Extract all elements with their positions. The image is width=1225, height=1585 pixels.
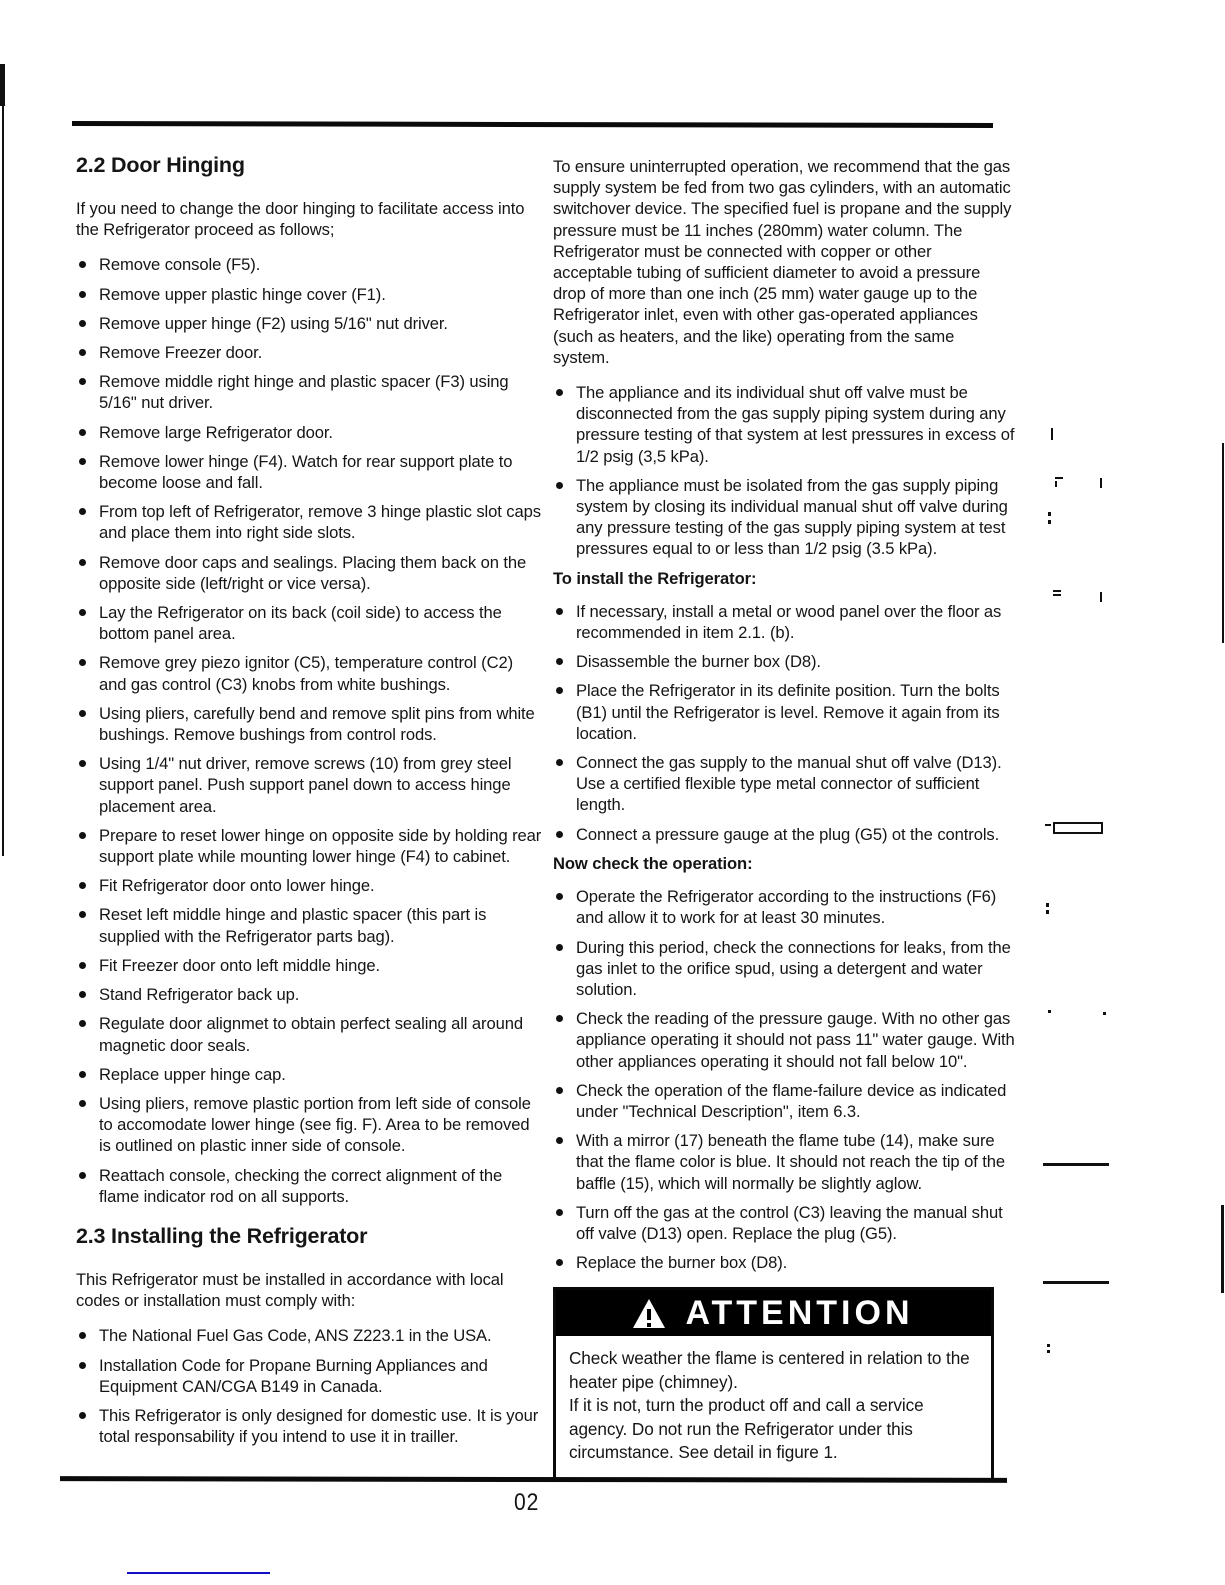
instruction-item: Remove lower hinge (F4). Watch for rear support plate to become loose and fall. — [76, 451, 543, 493]
instruction-item: The appliance and its individual shut off valve must be disconnected from the gas supply piping system during any pressure testing of that system at lest pressures in excess of 1/2 psig (3,5 kPa). — [553, 382, 1015, 467]
scan-artifact — [1053, 594, 1061, 596]
instruction-item: Reset left middle hinge and plastic spacer (this part is supplied with the Refrigerator parts bag). — [76, 904, 543, 946]
scan-artifact — [1055, 481, 1057, 487]
instruction-item: The appliance must be isolated from the gas supply piping system by closing its individual manual shut off valve during any pressure testing of the gas supply piping system at test pressures equal to or less than 1/2 psig (3.5 kPa). — [553, 475, 1015, 560]
scan-artifact — [1043, 1281, 1109, 1284]
attention-box — [553, 1287, 994, 1481]
instruction-item: Remove large Refrigerator door. — [76, 422, 543, 443]
scan-artifact — [1055, 477, 1063, 479]
warning-triangle-icon — [633, 1299, 665, 1328]
check-subheading: Now check the operation: — [553, 853, 753, 873]
instruction-item: Remove upper plastic hinge cover (F1). — [76, 284, 543, 305]
instruction-item: This Refrigerator is only designed for domestic use. It is your total responsability if you intend to use it in trailler. — [76, 1405, 543, 1447]
instruction-item: Remove console (F5). — [76, 254, 543, 275]
scan-artifact — [1100, 478, 1102, 488]
door-hinging-steps — [76, 254, 543, 1207]
scan-artifact — [1045, 824, 1051, 826]
instruction-item: During this period, check the connections for leaks, from the gas inlet to the orifice spud, using a detergent and water solution. — [553, 937, 1015, 1001]
instruction-item: Connect a pressure gauge at the plug (G5) ot the controls. — [553, 824, 1015, 845]
attention-title: ATTENTION — [685, 1294, 914, 1333]
instruction-item: From top left of Refrigerator, remove 3 hinge plastic slot caps and place them into right side slots. — [76, 501, 543, 543]
instruction-item: The National Fuel Gas Code, ANS Z223.1 in the USA. — [76, 1325, 543, 1346]
attention-text-line: Check weather the flame is centered in relation to the heater pipe (chimney). — [569, 1348, 970, 1392]
instruction-item: Lay the Refrigerator on its back (coil side) to access the bottom panel area. — [76, 602, 543, 644]
instruction-item: Turn off the gas at the control (C3) leaving the manual shut off valve (D13) open. Replace the plug (G5). — [553, 1202, 1015, 1244]
scan-artifact — [1103, 1012, 1106, 1015]
scan-artifact — [1053, 590, 1061, 592]
instruction-item: Connect the gas supply to the manual shut off valve (D13). Use a certified flexible type metal connector of sufficient length. — [553, 752, 1015, 816]
section-2-2-intro: If you need to change the door hinging to facilitate access into the Refrigerator proceed as follows; — [76, 199, 525, 240]
section-2-3-intro: This Refrigerator must be installed in accordance with local codes or installation must comply with: — [76, 1269, 504, 1311]
scan-artifact — [1053, 822, 1103, 834]
section-heading-2-2: 2.2 Door Hinging — [76, 153, 245, 177]
page-number: 02 — [514, 1489, 540, 1516]
top-horizontal-rule — [72, 121, 993, 128]
scan-artifact — [1100, 592, 1102, 602]
scan-artifact — [1051, 428, 1053, 440]
section-heading-2-3: 2.3 Installing the Refrigerator — [76, 1223, 368, 1248]
instruction-item: Using 1/4" nut driver, remove screws (10) from grey steel support panel. Push support panel down to access hinge placement area. — [76, 753, 543, 817]
instruction-item: Operate the Refrigerator according to the instructions (F6) and allow it to work for at least 30 minutes. — [553, 886, 1015, 928]
instruction-item: Stand Refrigerator back up. — [76, 984, 543, 1005]
scan-artifact — [1046, 910, 1049, 914]
instruction-item: Replace the burner box (D8). — [553, 1252, 1015, 1273]
install-subheading: To install the Refrigerator: — [553, 568, 757, 588]
safety-list — [553, 382, 1015, 560]
installation-codes-list — [76, 1325, 543, 1447]
attention-body — [556, 1336, 991, 1478]
instruction-item: Remove door caps and sealings. Placing them back on the opposite side (left/right or vice versa). — [76, 552, 543, 594]
left-column — [76, 152, 543, 1455]
gas-supply-intro: To ensure uninterrupted operation, we recommend that the gas supply system be fed from two gas cylinders, with an automatic switchover device. The specified fuel is propane and the supply pressure must be 11 inches (280mm) water column. The Refrigerator must be connected with copper or other acceptable tubing of sufficient diameter to avoid a pressure drop of more than one inch (25 mm) water gauge up to the Refrigerator inlet, even with other gas-operated appliances (such as heaters, and the like) operating from the same system. — [553, 157, 1012, 367]
instruction-item: Using pliers, remove plastic portion from left side of console to accomodate lower hinge (see fig. F). Area to be removed is outlined on plastic inner side of console. — [76, 1093, 543, 1157]
instruction-item: Check the operation of the flame-failure device as indicated under "Technical Description", item 6.3. — [553, 1080, 1015, 1122]
scan-artifact — [1047, 1350, 1050, 1353]
instruction-item: Regulate door alignmet to obtain perfect sealing all around magnetic door seals. — [76, 1013, 543, 1055]
instruction-item: Reattach console, checking the correct alignment of the flame indicator rod on all supports. — [76, 1165, 543, 1207]
instruction-item: With a mirror (17) beneath the flame tube (14), make sure that the flame color is blue. It should not reach the tip of the baffle (15), which will normally be slightly aglow. — [553, 1130, 1015, 1194]
instruction-item: Fit Freezer door onto left middle hinge. — [76, 955, 543, 976]
instruction-item: Replace upper hinge cap. — [76, 1064, 543, 1085]
instruction-item: Disassemble the burner box (D8). — [553, 651, 1015, 672]
instruction-item: Remove grey piezo ignitor (C5), temperature control (C2) and gas control (C3) knobs from white bushings. — [76, 652, 543, 694]
instruction-item: Place the Refrigerator in its definite position. Turn the bolts (B1) until the Refrigerator is level. Remove it again from its location. — [553, 680, 1015, 744]
instruction-item: Prepare to reset lower hinge on opposite side by holding rear support plate while mounting lower hinge (F4) to cabinet. — [76, 825, 543, 867]
scan-artifact — [1043, 1163, 1109, 1166]
scan-artifact — [1046, 903, 1049, 907]
right-column — [553, 156, 1015, 1481]
scan-artifact — [1048, 520, 1051, 524]
instruction-item: Check the reading of the pressure gauge. With no other gas appliance operating it should not pass 11" water gauge. With other appliances operating it should not fall below 10". — [553, 1008, 1015, 1072]
scan-artifact — [2, 64, 4, 856]
scan-artifact — [1221, 1205, 1224, 1293]
scan-artifact — [1048, 1010, 1051, 1013]
instruction-item: Remove upper hinge (F2) using 5/16" nut driver. — [76, 313, 543, 334]
instruction-item: Using pliers, carefully bend and remove split pins from white bushings. Remove bushings from control rods. — [76, 703, 543, 745]
instruction-item: Installation Code for Propane Burning Appliances and Equipment CAN/CGA B149 in Canada. — [76, 1355, 543, 1397]
instruction-item: If necessary, install a metal or wood panel over the floor as recommended in item 2.1. (b). — [553, 601, 1015, 643]
scan-artifact — [1048, 512, 1051, 516]
attention-header — [556, 1290, 991, 1336]
instruction-item: Remove Freezer door. — [76, 342, 543, 363]
scan-artifact — [1222, 443, 1224, 643]
scan-artifact — [1047, 1344, 1050, 1347]
attention-text-line: If it is not, turn the product off and call a service agency. Do not run the Refrigerator under this circumstance. See detail in figure 1. — [569, 1395, 924, 1463]
install-steps — [553, 601, 1015, 845]
instruction-item: Fit Refrigerator door onto lower hinge. — [76, 875, 543, 896]
check-steps — [553, 886, 1015, 1273]
blue-underline-artifact — [127, 1572, 270, 1574]
instruction-item: Remove middle right hinge and plastic spacer (F3) using 5/16" nut driver. — [76, 371, 543, 413]
